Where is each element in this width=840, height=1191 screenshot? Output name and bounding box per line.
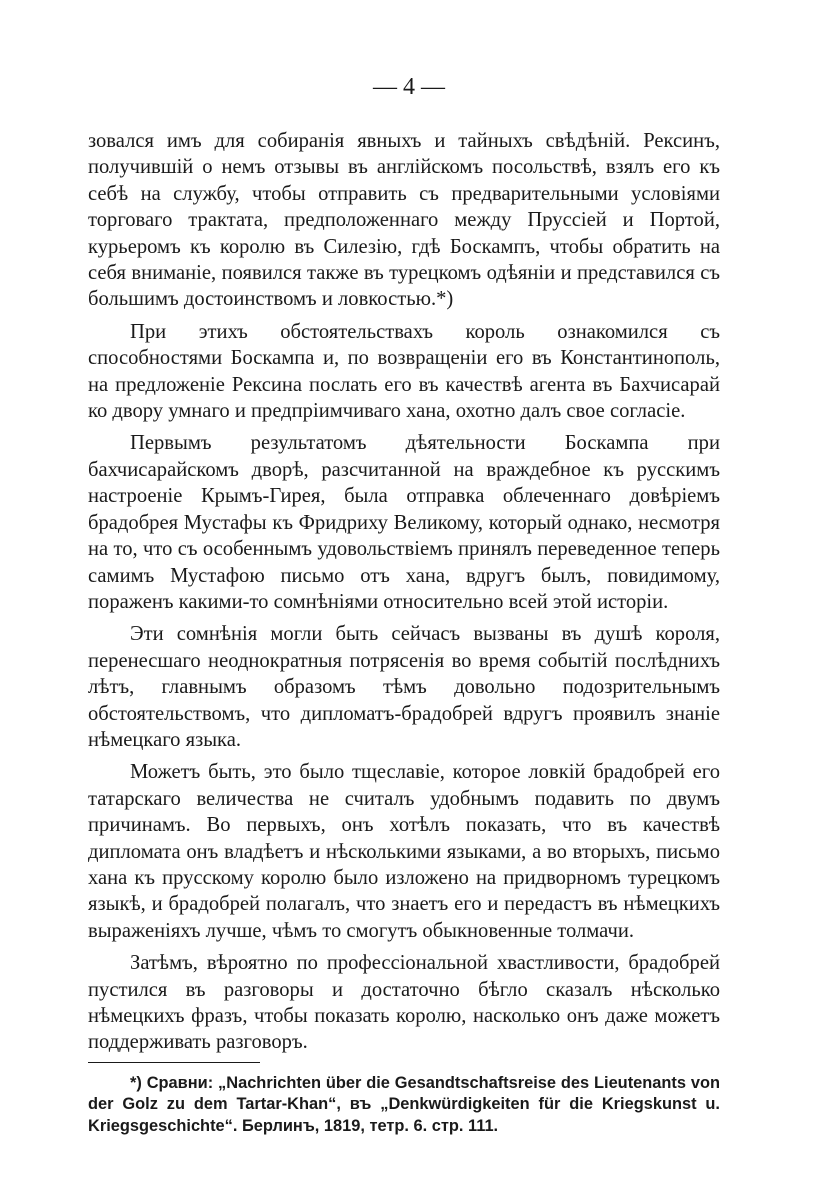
footnote-divider: [88, 1062, 260, 1063]
paragraph-2: При этихъ обстоятельствахъ король ознакомился съ способностями Боскампа и, по возвращеніи его въ Константинополь, на предложеніе Рексина послать его въ качествѣ агента въ Бахчисарай ко двору умнаго и предпріимчиваго хана, охотно далъ свое согласіе.: [88, 320, 720, 423]
paragraph-4: Эти сомнѣнія могли быть сейчасъ вызваны въ душѣ короля, перенесшаго неоднократныя потрясенія во время событій послѣднихъ лѣтъ, главнымъ образомъ тѣмъ довольно подозрительнымъ обстоятельствомъ, что дипломатъ-брадобрей вдругъ проявилъ знаніе нѣмецкаго языка.: [88, 623, 720, 751]
page-number: — 4 —: [373, 74, 445, 100]
footnote-text: *) Сравни: „Nachrichten über die Gesandtschaftsreise des Lieutenants von der Golz zu dem Tartar-Khan“, въ „Denkwürdigkeiten für die Kriegskunst u. Kriegsgeschichte“. Берлинъ, 1819, тетр. 6. стр. 111.: [88, 1073, 720, 1135]
document-page: [88, 72, 720, 1137]
paragraph-5: Можетъ быть, это было тщеславіе, которое ловкій брадобрей его татарскаго величества не считалъ удобнымъ подавить по двумъ причинамъ. Во первыхъ, онъ хотѣлъ показать, что въ качествѣ дипломата онъ владѣетъ и нѣсколькими языками, а во вторыхъ, письмо хана къ прусскому королю было изложено на придворномъ турецкомъ языкѣ, и брадобрей полагалъ, что знаетъ его и передастъ въ нѣмецкихъ выраженіяхъ лучше, чѣмъ то смогутъ обыкновенные толмачи.: [88, 761, 720, 942]
paragraph-3: Первымъ результатомъ дѣятельности Боскампа при бахчисарайскомъ дворѣ, разсчитанной на враждебное къ русскимъ настроеніе Крымъ-Гирея, была отправка облеченнаго довѣріемъ брадобрея Мустафы къ Фридриху Великому, который однако, несмотря на то, что съ особеннымъ удовольствіемъ принялъ переведенное теперь самимъ Мустафою письмо отъ хана, вдругъ былъ, повидимому, пораженъ какими-то сомнѣніями относительно всей этой исторіи.: [88, 432, 720, 613]
paragraph-1: зовался имъ для собиранія явныхъ и тайныхъ свѣдѣній. Рексинъ, получившій о немъ отзывы въ англійскомъ посольствѣ, взялъ его къ себѣ на службу, чтобы отправить съ предварительными условіями торговаго трактата, предположеннаго между Пруссіей и Портой, курьеромъ къ королю въ Силезію, гдѣ Боскампъ, чтобы обратить на себя вниманіе, появился также въ турецкомъ одѣяніи и представился съ большимъ достоинствомъ и ловкостью.*): [88, 130, 720, 311]
paragraph-6: Затѣмъ, вѣроятно по профессіональной хвастливости, брадобрей пустился въ разговоры и достаточно бѣгло сказалъ нѣсколько нѣмецкихъ фразъ, чтобы показать королю, насколько онъ даже можетъ поддерживать разговоръ.: [88, 952, 720, 1054]
footnote: [88, 1073, 720, 1138]
